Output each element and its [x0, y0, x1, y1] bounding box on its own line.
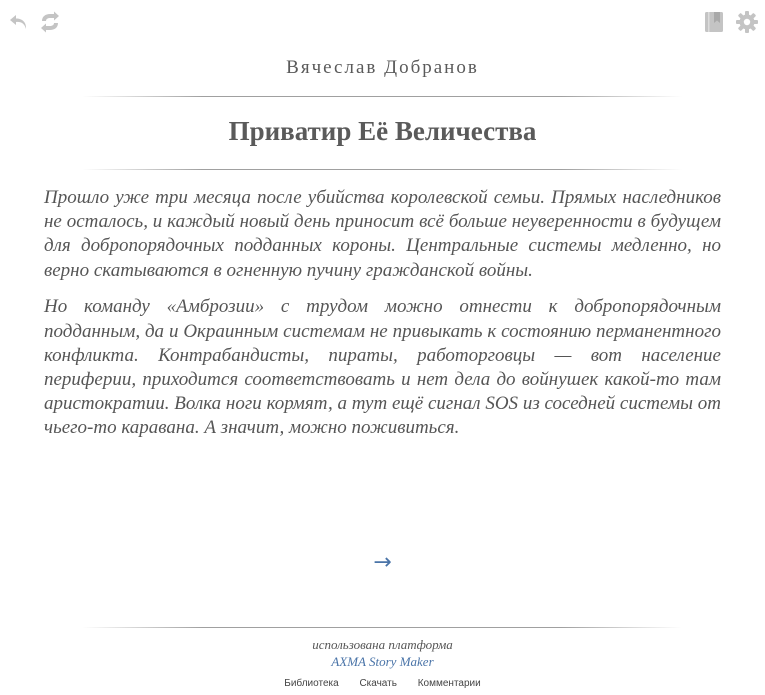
- divider-under-title: [82, 169, 682, 170]
- library-link[interactable]: Библиотека: [284, 678, 339, 689]
- next-page-arrow[interactable]: →: [373, 550, 392, 575]
- platform-credit: [0, 636, 765, 670]
- footer-nav: [0, 678, 765, 689]
- story-paragraph: Прошло уже три месяца после убийства королевской семьи. Прямых наследников не осталось, и каждый новый день приносит всё больше неуверенности в будущем для добропорядочных подданных короны. Центральные системы медленно, но верно скатываются в огненную пучину гражданской войны.: [44, 187, 721, 281]
- story-title: Приватир Её Величества: [228, 116, 537, 146]
- undo-icon[interactable]: [7, 10, 31, 34]
- divider-top: [82, 96, 682, 97]
- author-name: Вячеслав Добранов: [286, 57, 479, 78]
- story-text: [44, 186, 721, 453]
- bookmark-icon[interactable]: [703, 10, 727, 34]
- restart-icon[interactable]: [38, 10, 62, 34]
- divider-footer: [82, 627, 682, 628]
- story-paragraph: Но команду «Амброзии» с трудом можно отнести к добропорядочным подданным, да и Окраинным системам не привыкать к состоянию перманентного конфликта. Контрабандисты, пираты, работорговцы — вот население периферии, приходится соответствовать и нет дела до войнушек какой-то там аристократии. Волка ноги кормят, а тут ещё сигнал SOS из соседней системы от чьего-то каравана. А значит, можно поживиться.: [44, 296, 721, 439]
- comments-link[interactable]: Комментарии: [417, 678, 481, 689]
- download-link[interactable]: Скачать: [359, 678, 397, 689]
- gear-icon[interactable]: [735, 10, 759, 34]
- top-toolbar: [0, 0, 765, 44]
- platform-link[interactable]: AXMA Story Maker: [331, 654, 434, 669]
- platform-note: использована платформа: [312, 637, 453, 652]
